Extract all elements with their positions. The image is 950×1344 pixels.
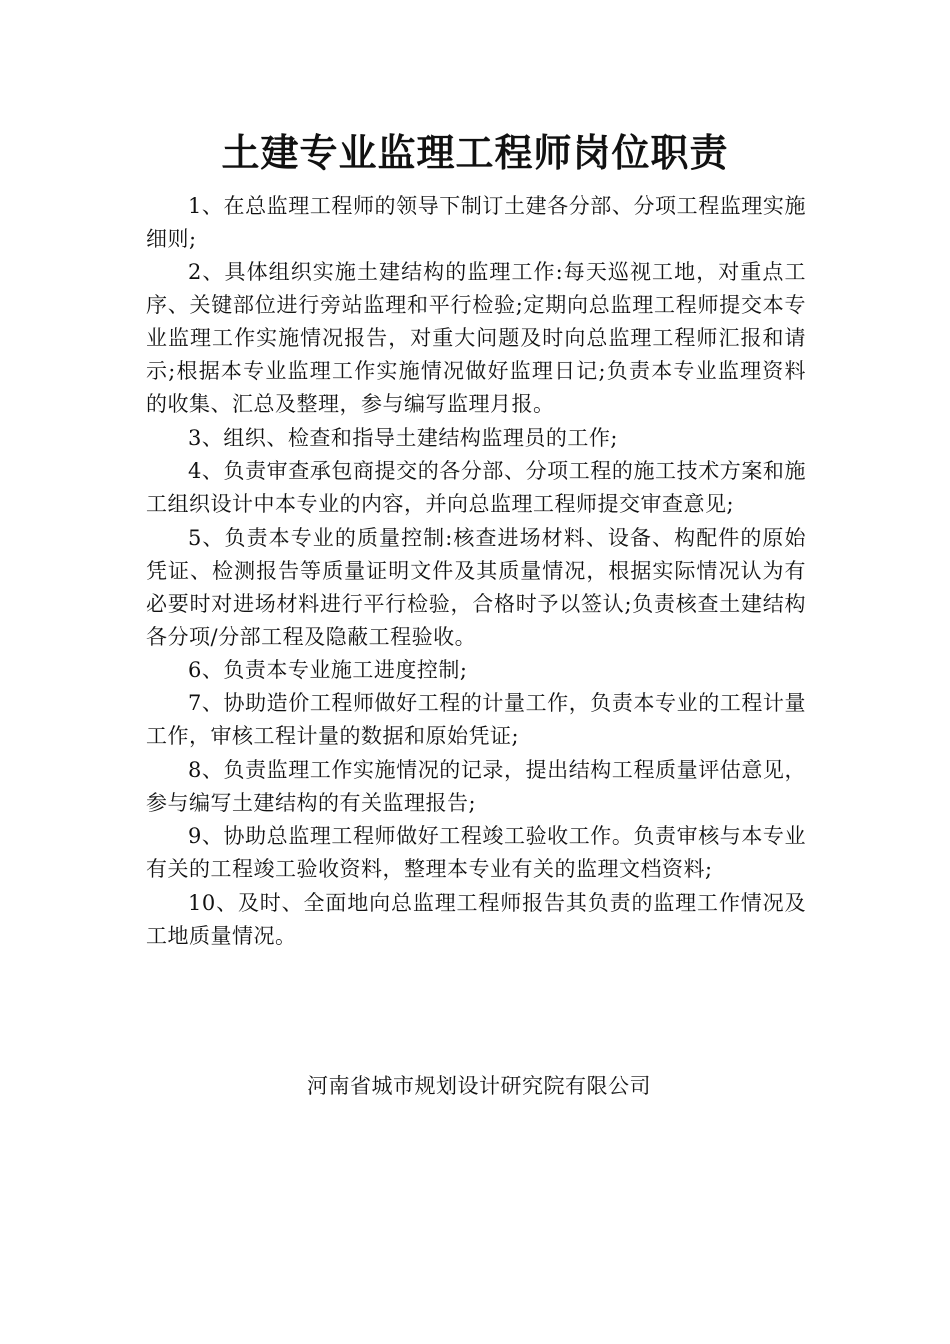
company-name: 河南省城市规划设计研究院有限公司 <box>307 1074 651 1098</box>
duty-item-9: 9、协助总监理工程师做好工程竣工验收工作。负责审核与本专业有关的工程竣工验收资料，整理本专业有关的监理文档资料; <box>146 824 806 882</box>
duty-item-4: 4、负责审查承包商提交的各分部、分项工程的施工技术方案和施工组织设计中本专业的内容，并向总监理工程师提交审查意见; <box>146 459 806 517</box>
duty-item-5: 5、负责本专业的质量控制:核查进场材料、设备、构配件的原始凭证、检测报告等质量证明文件及其质量情况，根据实际情况认为有必要时对进场材料进行平行检验，合格时予以签认;负责核查土建结构各分项/分部工程及隐蔽工程验收。 <box>146 525 806 649</box>
duty-item-1: 1、在总监理工程师的领导下制订土建各分部、分项工程监理实施细则; <box>146 194 806 251</box>
duty-item-8: 8、负责监理工作实施情况的记录，提出结构工程质量评估意见，参与编写土建结构的有关监理报告; <box>146 757 806 815</box>
page-title: 土建专业监理工程师岗位职责 <box>221 131 729 175</box>
duty-item-2: 2、具体组织实施土建结构的监理工作:每天巡视工地，对重点工序、关键部位进行旁站监理和平行检验;定期向总监理工程师提交本专业监理工作实施情况报告，对重大问题及时向总监理工程师汇报和请示;根据本专业监理工作实施情况做好监理日记;负责本专业监理资料的收集、汇总及整理，参与编写监理月报。 <box>146 260 806 417</box>
duty-item-6: 6、负责本专业施工进度控制; <box>188 657 468 682</box>
duty-item-10: 10、及时、全面地向总监理工程师报告其负责的监理工作情况及工地质量情况。 <box>146 890 806 948</box>
duties-list <box>146 190 806 953</box>
duty-item-7: 7、协助造价工程师做好工程的计量工作，负责本专业的工程计量工作，审核工程计量的数据和原始凭证; <box>146 691 806 749</box>
duty-item-3: 3、组织、检查和指导土建结构监理员的工作; <box>188 425 618 450</box>
